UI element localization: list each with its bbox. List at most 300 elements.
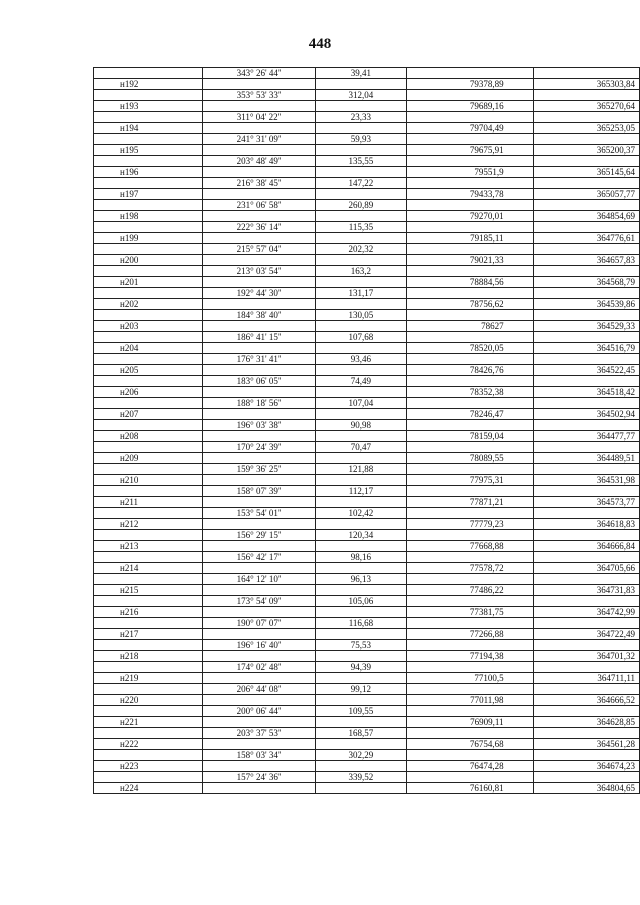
y-coordinate-cell <box>533 398 639 409</box>
segment-row <box>94 266 640 277</box>
y-coordinate-cell <box>533 200 639 211</box>
distance-cell <box>315 277 406 288</box>
bearing-cell <box>203 387 315 398</box>
y-coordinate-cell <box>533 442 639 453</box>
x-coordinate-cell: 77266,88 <box>407 629 533 640</box>
point-name-cell: н216 <box>94 607 203 618</box>
x-coordinate-cell <box>407 310 533 321</box>
x-coordinate-cell: 76754,68 <box>407 739 533 750</box>
distance-cell <box>315 321 406 332</box>
x-coordinate-cell <box>407 288 533 299</box>
point-name-cell: н201 <box>94 277 203 288</box>
point-name-cell <box>94 464 203 475</box>
bearing-cell: 156° 29' 15" <box>203 530 315 541</box>
distance-cell <box>315 739 406 750</box>
point-name-cell <box>94 772 203 783</box>
x-coordinate-cell: 78246,47 <box>407 409 533 420</box>
distance-cell: 107,68 <box>315 332 406 343</box>
x-coordinate-cell <box>407 684 533 695</box>
y-coordinate-cell: 364657,83 <box>533 255 639 266</box>
y-coordinate-cell: 364666,84 <box>533 541 639 552</box>
distance-cell: 59,93 <box>315 134 406 145</box>
bearing-cell <box>203 233 315 244</box>
segment-row <box>94 618 640 629</box>
point-row <box>94 783 640 794</box>
bearing-cell: 216° 38' 45" <box>203 178 315 189</box>
bearing-cell: 196° 16' 40" <box>203 640 315 651</box>
bearing-cell: 311° 04' 22" <box>203 112 315 123</box>
bearing-cell <box>203 409 315 420</box>
y-coordinate-cell: 365270,64 <box>533 101 639 112</box>
y-coordinate-cell: 365200,37 <box>533 145 639 156</box>
bearing-cell <box>203 519 315 530</box>
bearing-cell <box>203 783 315 794</box>
y-coordinate-cell: 364742,99 <box>533 607 639 618</box>
point-row <box>94 607 640 618</box>
distance-cell: 312,04 <box>315 90 406 101</box>
bearing-cell: 190° 07' 07" <box>203 618 315 629</box>
point-name-cell: н218 <box>94 651 203 662</box>
distance-cell <box>315 475 406 486</box>
x-coordinate-cell: 79689,16 <box>407 101 533 112</box>
point-row <box>94 365 640 376</box>
y-coordinate-cell: 365057,77 <box>533 189 639 200</box>
distance-cell: 94,39 <box>315 662 406 673</box>
bearing-cell: 183° 06' 05" <box>203 376 315 387</box>
segment-row <box>94 68 640 79</box>
x-coordinate-cell: 78089,55 <box>407 453 533 464</box>
point-name-cell: н192 <box>94 79 203 90</box>
y-coordinate-cell <box>533 530 639 541</box>
x-coordinate-cell <box>407 222 533 233</box>
y-coordinate-cell <box>533 266 639 277</box>
point-name-cell <box>94 750 203 761</box>
bearing-cell <box>203 211 315 222</box>
y-coordinate-cell <box>533 332 639 343</box>
point-row <box>94 299 640 310</box>
point-name-cell: н220 <box>94 695 203 706</box>
segment-row <box>94 134 640 145</box>
point-row <box>94 541 640 552</box>
point-row <box>94 739 640 750</box>
segment-row <box>94 288 640 299</box>
y-coordinate-cell <box>533 464 639 475</box>
bearing-cell: 200° 06' 44" <box>203 706 315 717</box>
point-name-cell: н214 <box>94 563 203 574</box>
point-name-cell: н202 <box>94 299 203 310</box>
y-coordinate-cell: 364711,11 <box>533 673 639 684</box>
bearing-cell: 156° 42' 17" <box>203 552 315 563</box>
point-name-cell <box>94 618 203 629</box>
point-name-cell <box>94 420 203 431</box>
y-coordinate-cell: 364489,51 <box>533 453 639 464</box>
bearing-cell <box>203 673 315 684</box>
distance-cell: 23,33 <box>315 112 406 123</box>
y-coordinate-cell <box>533 662 639 673</box>
x-coordinate-cell <box>407 354 533 365</box>
distance-cell <box>315 189 406 200</box>
distance-cell <box>315 717 406 728</box>
bearing-cell: 222° 36' 14" <box>203 222 315 233</box>
distance-cell <box>315 761 406 772</box>
y-coordinate-cell <box>533 772 639 783</box>
y-coordinate-cell: 364573,77 <box>533 497 639 508</box>
segment-row <box>94 332 640 343</box>
distance-cell: 131,17 <box>315 288 406 299</box>
y-coordinate-cell: 364516,79 <box>533 343 639 354</box>
y-coordinate-cell <box>533 420 639 431</box>
segment-row <box>94 398 640 409</box>
distance-cell: 102,42 <box>315 508 406 519</box>
segment-row <box>94 640 640 651</box>
bearing-cell: 192° 44' 30" <box>203 288 315 299</box>
distance-cell <box>315 519 406 530</box>
bearing-cell: 158° 03' 34" <box>203 750 315 761</box>
y-coordinate-cell <box>533 288 639 299</box>
y-coordinate-cell <box>533 750 639 761</box>
bearing-cell: 353° 53' 33" <box>203 90 315 101</box>
point-name-cell <box>94 90 203 101</box>
point-name-cell <box>94 222 203 233</box>
x-coordinate-cell: 76909,11 <box>407 717 533 728</box>
distance-cell <box>315 211 406 222</box>
distance-cell: 105,06 <box>315 596 406 607</box>
y-coordinate-cell <box>533 222 639 233</box>
x-coordinate-cell: 79378,89 <box>407 79 533 90</box>
bearing-cell: 196° 03' 38" <box>203 420 315 431</box>
segment-row <box>94 728 640 739</box>
bearing-cell: 203° 37' 53" <box>203 728 315 739</box>
segment-row <box>94 596 640 607</box>
distance-cell <box>315 783 406 794</box>
point-name-cell <box>94 640 203 651</box>
distance-cell <box>315 145 406 156</box>
point-row <box>94 453 640 464</box>
y-coordinate-cell: 364539,86 <box>533 299 639 310</box>
x-coordinate-cell: 77011,98 <box>407 695 533 706</box>
point-name-cell: н211 <box>94 497 203 508</box>
y-coordinate-cell <box>533 112 639 123</box>
distance-cell <box>315 387 406 398</box>
point-name-cell: н213 <box>94 541 203 552</box>
distance-cell <box>315 541 406 552</box>
x-coordinate-cell: 78756,62 <box>407 299 533 310</box>
y-coordinate-cell: 364502,94 <box>533 409 639 420</box>
x-coordinate-cell <box>407 486 533 497</box>
point-row <box>94 629 640 640</box>
distance-cell <box>315 167 406 178</box>
point-name-cell: н215 <box>94 585 203 596</box>
point-name-cell: н197 <box>94 189 203 200</box>
point-name-cell: н194 <box>94 123 203 134</box>
point-name-cell: н196 <box>94 167 203 178</box>
x-coordinate-cell: 77100,5 <box>407 673 533 684</box>
segment-row <box>94 552 640 563</box>
bearing-cell <box>203 431 315 442</box>
bearing-cell <box>203 145 315 156</box>
y-coordinate-cell <box>533 486 639 497</box>
x-coordinate-cell <box>407 200 533 211</box>
bearing-cell: 203° 48' 49" <box>203 156 315 167</box>
point-name-cell <box>94 706 203 717</box>
x-coordinate-cell: 78520,05 <box>407 343 533 354</box>
x-coordinate-cell <box>407 420 533 431</box>
point-name-cell: н219 <box>94 673 203 684</box>
bearing-cell <box>203 585 315 596</box>
segment-row <box>94 310 640 321</box>
bearing-cell: 231° 06' 58" <box>203 200 315 211</box>
x-coordinate-cell: 78159,04 <box>407 431 533 442</box>
y-coordinate-cell <box>533 684 639 695</box>
point-row <box>94 475 640 486</box>
x-coordinate-cell <box>407 156 533 167</box>
x-coordinate-cell <box>407 574 533 585</box>
point-name-cell: н223 <box>94 761 203 772</box>
distance-cell: 98,16 <box>315 552 406 563</box>
x-coordinate-cell <box>407 244 533 255</box>
bearing-cell <box>203 321 315 332</box>
bearing-cell: 186° 41' 15" <box>203 332 315 343</box>
point-name-cell: н203 <box>94 321 203 332</box>
point-name-cell: н208 <box>94 431 203 442</box>
point-row <box>94 387 640 398</box>
distance-cell <box>315 431 406 442</box>
bearing-cell <box>203 365 315 376</box>
segment-row <box>94 178 640 189</box>
x-coordinate-cell: 79433,78 <box>407 189 533 200</box>
x-coordinate-cell <box>407 464 533 475</box>
distance-cell <box>315 607 406 618</box>
y-coordinate-cell: 364529,33 <box>533 321 639 332</box>
bearing-cell: 174° 02' 48" <box>203 662 315 673</box>
point-name-cell <box>94 354 203 365</box>
distance-cell: 99,12 <box>315 684 406 695</box>
x-coordinate-cell <box>407 662 533 673</box>
point-name-cell <box>94 376 203 387</box>
distance-cell: 302,29 <box>315 750 406 761</box>
x-coordinate-cell <box>407 90 533 101</box>
bearing-cell <box>203 475 315 486</box>
distance-cell: 112,17 <box>315 486 406 497</box>
distance-cell: 115,35 <box>315 222 406 233</box>
bearing-cell <box>203 299 315 310</box>
y-coordinate-cell <box>533 508 639 519</box>
point-name-cell <box>94 200 203 211</box>
x-coordinate-cell <box>407 508 533 519</box>
distance-cell <box>315 365 406 376</box>
bearing-cell: 241° 31' 09" <box>203 134 315 145</box>
y-coordinate-cell <box>533 244 639 255</box>
segment-row <box>94 222 640 233</box>
point-row <box>94 563 640 574</box>
distance-cell <box>315 585 406 596</box>
point-name-cell <box>94 398 203 409</box>
point-name-cell <box>94 134 203 145</box>
y-coordinate-cell <box>533 706 639 717</box>
point-name-cell: н224 <box>94 783 203 794</box>
point-row <box>94 167 640 178</box>
y-coordinate-cell: 364731,83 <box>533 585 639 596</box>
point-name-cell: н210 <box>94 475 203 486</box>
distance-cell <box>315 629 406 640</box>
distance-cell: 39,41 <box>315 68 406 79</box>
point-name-cell: н209 <box>94 453 203 464</box>
x-coordinate-cell: 79021,33 <box>407 255 533 266</box>
point-name-cell <box>94 486 203 497</box>
point-name-cell: н193 <box>94 101 203 112</box>
distance-cell <box>315 299 406 310</box>
point-name-cell <box>94 156 203 167</box>
point-name-cell <box>94 662 203 673</box>
point-row <box>94 233 640 244</box>
x-coordinate-cell <box>407 442 533 453</box>
point-row <box>94 343 640 354</box>
distance-cell: 130,05 <box>315 310 406 321</box>
x-coordinate-cell <box>407 398 533 409</box>
bearing-cell <box>203 343 315 354</box>
point-name-cell: н212 <box>94 519 203 530</box>
distance-cell: 109,55 <box>315 706 406 717</box>
bearing-cell <box>203 189 315 200</box>
distance-cell <box>315 453 406 464</box>
distance-cell: 96,13 <box>315 574 406 585</box>
bearing-cell <box>203 739 315 750</box>
bearing-cell <box>203 761 315 772</box>
y-coordinate-cell: 364561,28 <box>533 739 639 750</box>
x-coordinate-cell: 77194,38 <box>407 651 533 662</box>
segment-row <box>94 464 640 475</box>
point-name-cell <box>94 68 203 79</box>
distance-cell: 339,52 <box>315 772 406 783</box>
y-coordinate-cell <box>533 728 639 739</box>
y-coordinate-cell <box>533 618 639 629</box>
y-coordinate-cell <box>533 68 639 79</box>
point-name-cell <box>94 574 203 585</box>
distance-cell: 93,46 <box>315 354 406 365</box>
x-coordinate-cell <box>407 640 533 651</box>
x-coordinate-cell <box>407 68 533 79</box>
x-coordinate-cell <box>407 552 533 563</box>
x-coordinate-cell: 78627 <box>407 321 533 332</box>
point-row <box>94 101 640 112</box>
distance-cell: 116,68 <box>315 618 406 629</box>
point-row <box>94 255 640 266</box>
distance-cell <box>315 343 406 354</box>
x-coordinate-cell <box>407 728 533 739</box>
bearing-cell <box>203 695 315 706</box>
y-coordinate-cell: 364776,61 <box>533 233 639 244</box>
segment-row <box>94 244 640 255</box>
bearing-cell <box>203 453 315 464</box>
bearing-cell <box>203 123 315 134</box>
distance-cell: 202,32 <box>315 244 406 255</box>
segment-row <box>94 420 640 431</box>
bearing-cell: 343° 26' 44" <box>203 68 315 79</box>
bearing-cell <box>203 101 315 112</box>
point-name-cell <box>94 178 203 189</box>
x-coordinate-cell: 79551,9 <box>407 167 533 178</box>
y-coordinate-cell: 364477,77 <box>533 431 639 442</box>
segment-row <box>94 354 640 365</box>
point-name-cell: н195 <box>94 145 203 156</box>
distance-cell: 107,04 <box>315 398 406 409</box>
point-name-cell: н204 <box>94 343 203 354</box>
x-coordinate-cell: 79185,11 <box>407 233 533 244</box>
point-row <box>94 277 640 288</box>
y-coordinate-cell <box>533 596 639 607</box>
segment-row <box>94 200 640 211</box>
x-coordinate-cell <box>407 596 533 607</box>
point-name-cell <box>94 530 203 541</box>
bearing-cell: 176° 31' 41" <box>203 354 315 365</box>
bearing-cell: 159° 36' 25" <box>203 464 315 475</box>
x-coordinate-cell: 77668,88 <box>407 541 533 552</box>
distance-cell: 70,47 <box>315 442 406 453</box>
point-name-cell: н221 <box>94 717 203 728</box>
point-row <box>94 585 640 596</box>
segment-row <box>94 684 640 695</box>
point-row <box>94 431 640 442</box>
x-coordinate-cell: 79704,49 <box>407 123 533 134</box>
distance-cell <box>315 255 406 266</box>
bearing-cell: 164° 12' 10" <box>203 574 315 585</box>
segment-row <box>94 112 640 123</box>
distance-cell: 121,88 <box>315 464 406 475</box>
x-coordinate-cell <box>407 618 533 629</box>
y-coordinate-cell: 364674,23 <box>533 761 639 772</box>
point-name-cell: н200 <box>94 255 203 266</box>
distance-cell <box>315 563 406 574</box>
distance-cell: 74,49 <box>315 376 406 387</box>
point-row <box>94 189 640 200</box>
segment-row <box>94 662 640 673</box>
y-coordinate-cell: 364722,49 <box>533 629 639 640</box>
x-coordinate-cell <box>407 332 533 343</box>
y-coordinate-cell <box>533 354 639 365</box>
bearing-cell: 157° 24' 36" <box>203 772 315 783</box>
bearing-cell: 188° 18' 56" <box>203 398 315 409</box>
point-row <box>94 211 640 222</box>
bearing-cell: 206° 44' 08" <box>203 684 315 695</box>
segment-row <box>94 574 640 585</box>
point-name-cell <box>94 728 203 739</box>
y-coordinate-cell: 364522,45 <box>533 365 639 376</box>
y-coordinate-cell <box>533 574 639 585</box>
x-coordinate-cell <box>407 750 533 761</box>
segment-row <box>94 376 640 387</box>
x-coordinate-cell: 77779,23 <box>407 519 533 530</box>
x-coordinate-cell: 78352,38 <box>407 387 533 398</box>
x-coordinate-cell: 77578,72 <box>407 563 533 574</box>
distance-cell <box>315 497 406 508</box>
distance-cell: 75,53 <box>315 640 406 651</box>
page-number: 448 <box>308 36 332 52</box>
x-coordinate-cell: 77486,22 <box>407 585 533 596</box>
bearing-cell <box>203 541 315 552</box>
point-row <box>94 519 640 530</box>
x-coordinate-cell: 76160,81 <box>407 783 533 794</box>
point-name-cell: н199 <box>94 233 203 244</box>
y-coordinate-cell <box>533 178 639 189</box>
point-name-cell <box>94 508 203 519</box>
distance-cell: 163,2 <box>315 266 406 277</box>
point-row <box>94 673 640 684</box>
distance-cell: 90,98 <box>315 420 406 431</box>
point-row <box>94 695 640 706</box>
distance-cell: 135,55 <box>315 156 406 167</box>
y-coordinate-cell: 364666,52 <box>533 695 639 706</box>
point-row <box>94 321 640 332</box>
